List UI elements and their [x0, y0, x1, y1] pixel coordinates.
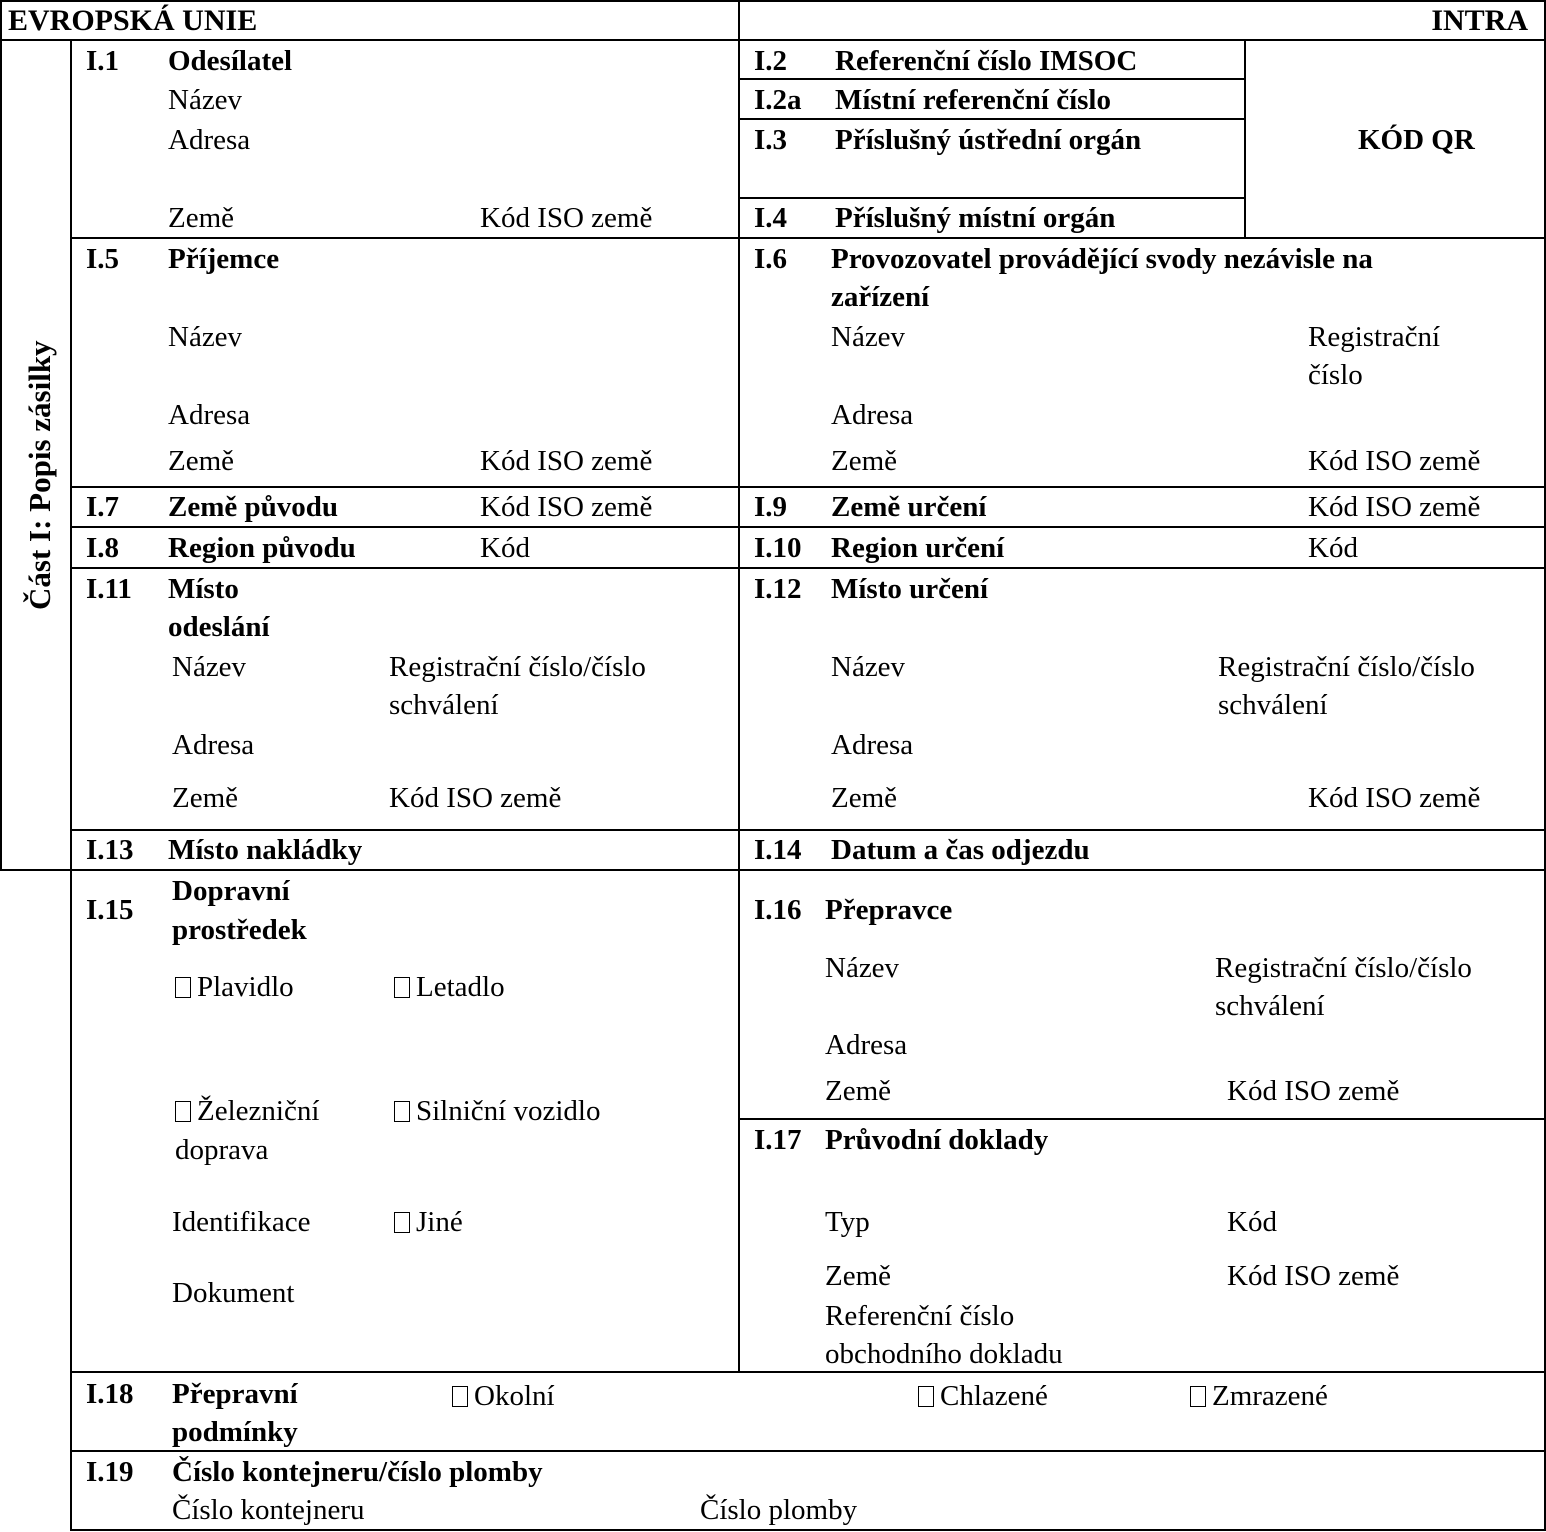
reference-label: obchodního dokladu	[825, 1338, 1063, 1370]
option-label: Jiné	[416, 1206, 463, 1238]
field-number: I.4	[754, 202, 788, 234]
field-number: I.15	[86, 894, 134, 926]
country-label: Země	[825, 1075, 892, 1107]
field-title: Země původu	[168, 491, 339, 523]
rule	[70, 1529, 1546, 1531]
registration-label: číslo	[1308, 359, 1363, 391]
part-label: Část I: Popis zásilky	[22, 340, 57, 610]
field-title: Region původu	[168, 532, 356, 564]
name-label: Název	[172, 651, 247, 683]
field-number: I.1	[86, 45, 120, 77]
field-number: I.2a	[754, 84, 802, 116]
field-title: Přepravce	[825, 894, 953, 926]
document-label: Dokument	[172, 1277, 295, 1309]
address-label: Adresa	[825, 1029, 908, 1061]
address-label: Adresa	[168, 124, 251, 156]
option-label: Silniční vozidlo	[416, 1095, 601, 1127]
field-title: zařízení	[831, 281, 930, 313]
option-rail[interactable]	[175, 1092, 319, 1130]
field-number: I.3	[754, 124, 788, 156]
iso-code-label: Kód ISO země	[480, 491, 653, 523]
field-title: Přepravní	[172, 1378, 298, 1410]
field-title: Místo nakládky	[168, 834, 363, 866]
country-label: Země	[831, 782, 898, 814]
option-label: doprava	[175, 1134, 269, 1166]
code-label: Kód	[480, 532, 530, 564]
rule	[1244, 39, 1246, 239]
address-label: Adresa	[831, 729, 914, 761]
iso-code-label: Kód ISO země	[1227, 1260, 1400, 1292]
registration-label: Registrační číslo/číslo	[1218, 651, 1475, 683]
option-frozen[interactable]	[1190, 1377, 1328, 1415]
field-number: I.2	[754, 45, 788, 77]
address-label: Adresa	[172, 729, 255, 761]
field-title: Průvodní doklady	[825, 1124, 1049, 1156]
iso-code-label: Kód ISO země	[1227, 1075, 1400, 1107]
name-label: Název	[825, 952, 900, 984]
checkbox-icon[interactable]	[452, 1386, 468, 1407]
rule	[70, 39, 72, 1531]
field-number: I.6	[754, 243, 788, 275]
field-number: I.19	[86, 1456, 134, 1488]
header-right: INTRA	[1431, 4, 1528, 37]
rule	[70, 1371, 1546, 1373]
iso-code-label: Kód ISO země	[1308, 445, 1481, 477]
field-number: I.12	[754, 573, 802, 605]
reference-label: Referenční číslo	[825, 1300, 1015, 1332]
field-number: I.10	[754, 532, 802, 564]
option-label: Zmrazené	[1212, 1380, 1328, 1412]
field-title: Místo určení	[831, 573, 989, 605]
rule	[738, 0, 740, 1373]
country-label: Země	[168, 202, 235, 234]
field-title: Odesílatel	[168, 45, 293, 77]
field-title: Provozovatel provádějící svody nezávisle na	[831, 243, 1373, 275]
field-title: Referenční číslo IMSOC	[835, 45, 1138, 77]
field-title: Země určení	[831, 491, 987, 523]
qr-code-label: KÓD QR	[1358, 124, 1475, 156]
checkbox-icon[interactable]	[394, 1212, 410, 1233]
option-vessel[interactable]	[175, 968, 294, 1006]
code-label: Kód	[1308, 532, 1358, 564]
registration-label: Registrační číslo/číslo	[1215, 952, 1472, 984]
name-label: Název	[831, 651, 906, 683]
iso-code-label: Kód ISO země	[480, 445, 653, 477]
rule	[70, 526, 1546, 528]
registration-label: schválení	[389, 689, 499, 721]
seal-number-label: Číslo plomby	[700, 1494, 858, 1526]
name-label: Název	[168, 321, 243, 353]
registration-label: Registrační číslo/číslo	[389, 651, 646, 683]
identification-label: Identifikace	[172, 1206, 311, 1238]
registration-label: schválení	[1218, 689, 1328, 721]
field-title: prostředek	[172, 914, 307, 946]
type-label: Typ	[825, 1206, 870, 1238]
field-number: I.18	[86, 1378, 134, 1410]
field-title: odeslání	[168, 611, 270, 643]
container-number-label: Číslo kontejneru	[172, 1494, 365, 1526]
field-number: I.16	[754, 894, 802, 926]
iso-code-label: Kód ISO země	[389, 782, 562, 814]
iso-code-label: Kód ISO země	[1308, 782, 1481, 814]
country-label: Země	[168, 445, 235, 477]
field-title: Místní referenční číslo	[835, 84, 1111, 116]
option-label: Chlazené	[940, 1380, 1048, 1412]
country-label: Země	[831, 445, 898, 477]
rule	[0, 869, 1546, 871]
field-number: I.17	[754, 1124, 802, 1156]
iso-code-label: Kód ISO země	[1308, 491, 1481, 523]
address-label: Adresa	[831, 399, 914, 431]
country-label: Země	[172, 782, 239, 814]
option-aircraft[interactable]	[394, 968, 505, 1006]
field-title: Místo	[168, 573, 239, 605]
checkbox-icon[interactable]	[394, 977, 410, 998]
option-label: Letadlo	[416, 971, 505, 1003]
field-title: Číslo kontejneru/číslo plomby	[172, 1456, 543, 1488]
registration-label: schválení	[1215, 990, 1325, 1022]
field-title: Příjemce	[168, 243, 280, 275]
option-label: Železniční	[197, 1095, 320, 1127]
name-label: Název	[168, 84, 243, 116]
checkbox-icon[interactable]	[918, 1386, 934, 1407]
field-number: I.11	[86, 573, 132, 605]
iso-code-label: Kód ISO země	[480, 202, 653, 234]
field-title: Datum a čas odjezdu	[831, 834, 1090, 866]
address-label: Adresa	[168, 399, 251, 431]
name-label: Název	[831, 321, 906, 353]
registration-label: Registrační	[1308, 321, 1441, 353]
checkbox-icon[interactable]	[175, 977, 191, 998]
checkbox-icon[interactable]	[175, 1101, 191, 1122]
field-number: I.5	[86, 243, 120, 275]
option-road-vehicle[interactable]	[394, 1092, 600, 1130]
option-label: Okolní	[474, 1380, 555, 1412]
field-title: Region určení	[831, 532, 1005, 564]
checkbox-icon[interactable]	[1190, 1386, 1206, 1407]
field-title: Příslušný ústřední orgán	[835, 124, 1142, 156]
rule	[70, 237, 1546, 239]
field-title: Dopravní	[172, 875, 290, 907]
field-title: Příslušný místní orgán	[835, 202, 1116, 234]
field-number: I.14	[754, 834, 802, 866]
field-number: I.9	[754, 491, 788, 523]
code-label: Kód	[1227, 1206, 1277, 1238]
field-number: I.8	[86, 532, 120, 564]
field-number: I.7	[86, 491, 120, 523]
field-title: podmínky	[172, 1416, 298, 1448]
option-chilled[interactable]	[918, 1377, 1048, 1415]
option-ambient[interactable]	[452, 1377, 555, 1415]
checkbox-icon[interactable]	[394, 1101, 410, 1122]
rule	[0, 0, 2, 871]
header-left: EVROPSKÁ UNIE	[8, 4, 258, 37]
rule	[738, 1118, 1546, 1120]
field-number: I.13	[86, 834, 134, 866]
option-other[interactable]	[394, 1203, 463, 1241]
option-label: Plavidlo	[197, 971, 294, 1003]
country-label: Země	[825, 1260, 892, 1292]
rule	[70, 567, 1546, 569]
